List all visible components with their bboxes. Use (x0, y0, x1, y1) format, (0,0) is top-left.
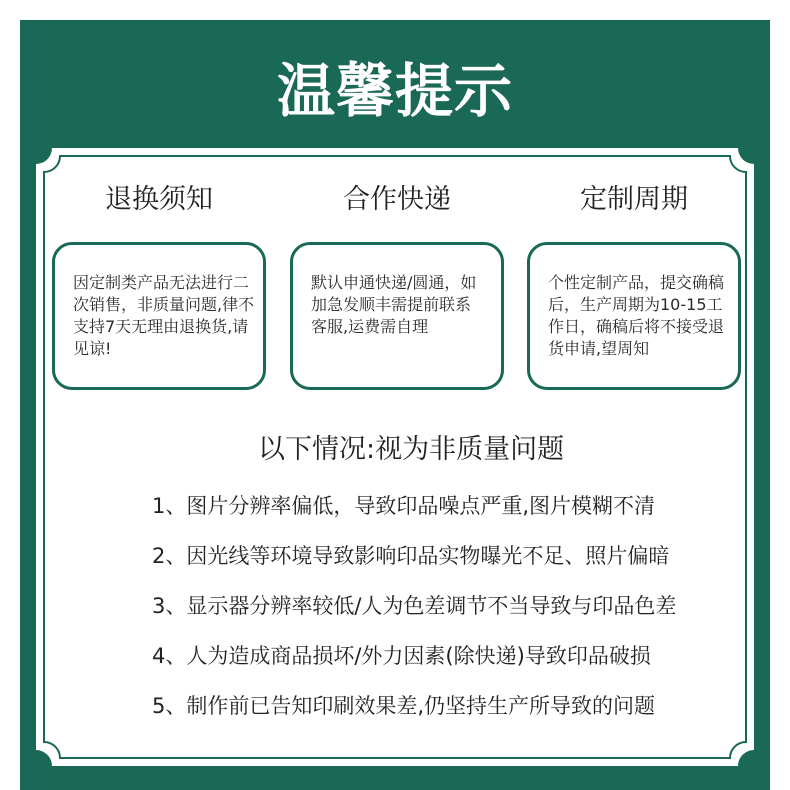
non-quality-heading: 以下情况:视为非质量问题 (258, 434, 565, 465)
production-cycle-text: 个性定制产品，提交确稿 后，生产周期为10-15工 作日，确稿后将不接受退 货申请,望周知 (548, 273, 725, 358)
courier-heading: 合作快递 (343, 184, 451, 215)
list-item: 4、人为造成商品损坏/外力因素(除快递)导致印品破损 (152, 644, 651, 668)
page-title: 温馨提示 (276, 57, 513, 125)
list-item: 5、制作前已告知印刷效果差,仍坚持生产所导致的问题 (152, 694, 656, 718)
courier-box (290, 242, 504, 390)
list-item: 3、显示器分辨率较低/人为色差调节不当导致与印品色差 (152, 594, 677, 618)
production-cycle-box (527, 242, 741, 390)
return-policy-text: 因定制类产品无法进行二 次销售，非质量问题,律不 支持7天无理由退换货,请 见谅! (73, 273, 255, 358)
return-policy-heading: 退换须知 (105, 184, 213, 215)
courier-text: 默认申通快递/圆通，如 加急发顺丰需提前联系 客服,运费需自理 (311, 273, 477, 336)
list-item: 1、图片分辨率偏低，导致印品噪点严重,图片模糊不清 (152, 494, 656, 518)
list-item: 2、因光线等环境导致影响印品实物曝光不足、照片偏暗 (152, 544, 670, 568)
production-cycle-heading: 定制周期 (580, 184, 688, 215)
return-policy-box (52, 242, 266, 390)
non-quality-list (152, 481, 676, 731)
